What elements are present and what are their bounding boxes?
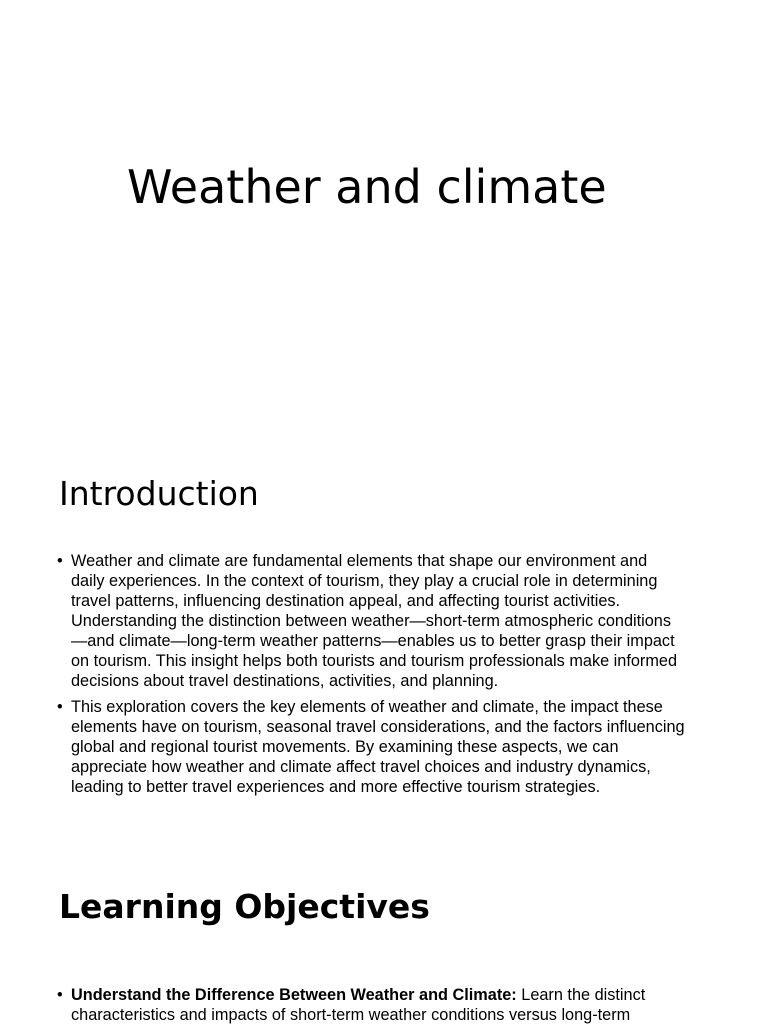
list-item: • This exploration covers the key elements of weather and climate, the impact these elements have on tourism, seasonal travel considerations, and the factors influencing global and regional tourist movements. By examining these aspects, we can appreciate how weather and climate affect travel choices and industry dynamics, leading to better travel experiences and more effective tourism strategies. <box>57 698 685 796</box>
page-title: Weather and climate <box>127 160 607 214</box>
list-item: • Understand the Difference Between Weather and Climate: Learn the distinct characteristics and impacts of short-term weather conditions versus long-term <box>57 986 646 1024</box>
learning-objectives-list <box>59 985 739 1031</box>
introduction-heading: Introduction <box>59 474 259 513</box>
bullet-icon: • <box>57 986 63 1004</box>
bullet-icon: • <box>57 698 63 716</box>
bullet-icon: • <box>57 552 63 570</box>
list-item: • Weather and climate are fundamental elements that shape our environment and daily experiences. In the context of tourism, they play a crucial role in determining travel patterns, influencing destination appeal, and affecting tourist activities. Understanding the distinction between weather—short-term atmospheric conditions —and climate—long-term weather patterns—enables us to better grasp their impact on tourism. This insight helps both tourists and tourism professionals make informed decisions about travel destinations, activities, and planning. <box>57 552 678 690</box>
introduction-list <box>59 551 739 803</box>
learning-objectives-heading: Learning Objectives <box>59 887 430 926</box>
